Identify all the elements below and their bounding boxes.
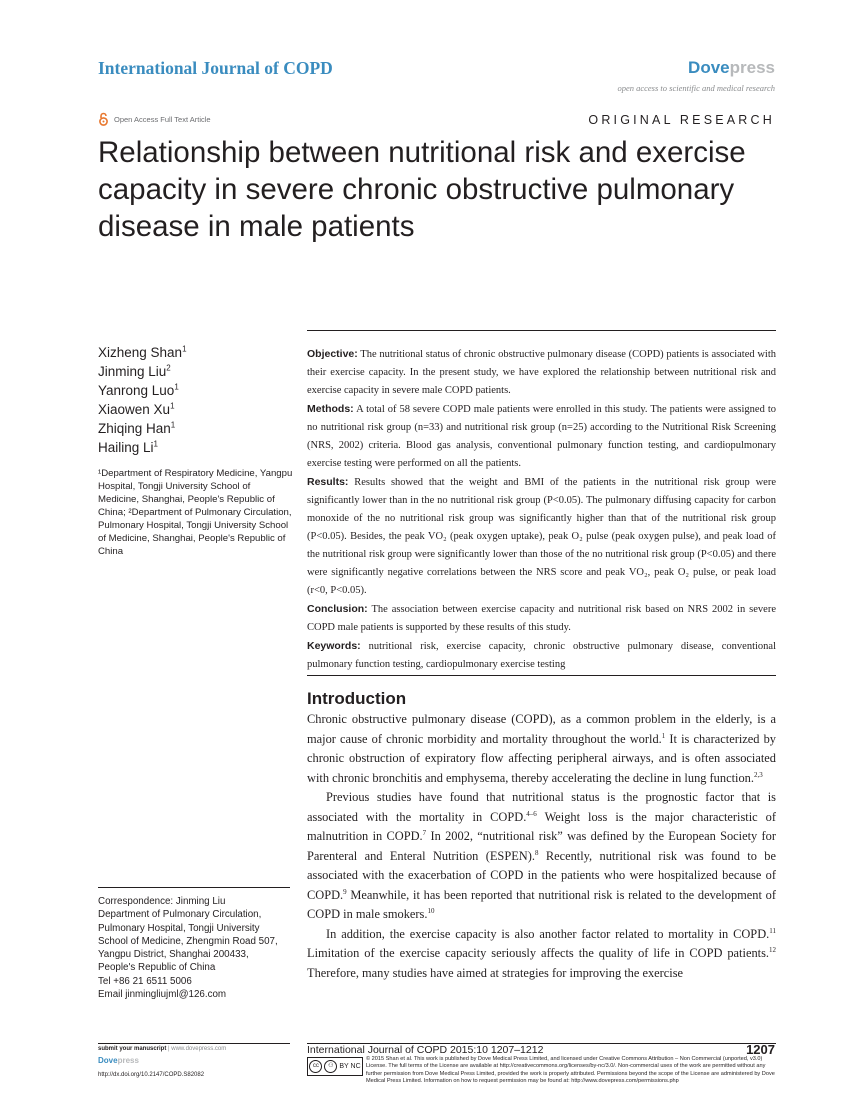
correspondence-email[interactable]: Email jinmingliujml@126.com <box>98 989 227 1001</box>
footer-dovepress-logo[interactable]: Dovepress <box>98 1056 139 1065</box>
introduction-body <box>307 710 776 983</box>
cc-icon: cc <box>309 1060 322 1073</box>
license-text: © 2015 Shan et al. This work is published by Dove Medical Press Limited, and licensed under Creative Commons Attribution – Non Commercial (unported, v3.0) License. The full terms of the License are available at http://creativecommons.org/licenses/by-nc/3.0/. Non-commercial uses of the work are permitted without any further permission from Dove Medical Press Limited, provided the work is properly attributed. Permissions beyond the scope of the License are administered by Dove Medical Press Limited. Information on how to request permission may be found at: http://www.dovepress.com/permissions.php <box>366 1056 775 1085</box>
creative-commons-badge[interactable] <box>307 1057 363 1076</box>
open-access-label: Open Access Full Text Article <box>114 114 211 124</box>
paragraph: Previous studies have found that nutritional status is the prognostic factor that is associated with the mortality in COPD.$^{4-6}$ Weight loss is the major characteristic of malnutrition in COPD.$^7$ In 2002, “nutritional risk” was defined by the European Society for Parenteral and Enteral Nutrition (ESPEN).$^8$ Recently, nutritional risk was found to be associated with the exacerbation of COPD in the patients who were hospitalized because of COPD.$^9$ Meanwhile, it has been reported that nutritional risk is related to the development of COPD in male smokers.$^{10}$ <box>307 790 776 921</box>
abstract-bottom-rule <box>307 675 776 676</box>
submit-manuscript-link[interactable]: submit your manuscript | www.dovepress.com <box>98 1046 227 1052</box>
abstract-results: Results: Results showed that the weight and BMI of the patients in the nutritional risk group were significantly lower than in the no nutritional risk group (P<0.05). The pulmonary diffusing capacity for carbon monoxide of the no nutritional risk group was significantly higher than that of the nutritional risk group (P<0.05). Besides, the peak VO₂ (peak oxygen uptake), peak O₂ pulse (peak oxygen pulse), and peak load of the nutritional risk group were significantly lower than those of the no nutritional risk group (P<0.05) and there were significantly negative correlations between the NRS score and peak VO₂, peak O₂ pulse, or peak load (r<0, P<0.05). <box>307 476 776 596</box>
correspondence-rule <box>98 887 290 888</box>
author: Xizheng Shan$^1$ <box>98 344 187 360</box>
article-type: ORIGINAL RESEARCH <box>588 113 775 127</box>
section-heading-introduction: Introduction <box>307 689 407 708</box>
author: Xiaowen Xu$^1$ <box>98 401 175 417</box>
publisher-tagline: open access to scientific and medical research <box>617 83 775 93</box>
abstract-methods: Methods: A total of 58 severe COPD male patients were enrolled in this study. The patients were assigned to no nutritional risk group (n=33) and nutritional risk group (n=25) according to the Nutritional Risk Screening (NRS, 2002) criteria. Blood gas analysis, conventional pulmonary function testing, and cardiopulmonary exercise testing were performed on all the patients. <box>307 403 776 469</box>
correspondence: Correspondence: Jinming Liu Department of Pulmonary Circulation, Pulmonary Hospital, Tongji University School of Medicine, Zhengmin Road 507, Yangpu District, Shanghai 200433, People's Republic of China Tel +86 21 6511 5006 Email jinmingliujml@126.com <box>98 895 298 1001</box>
author: Zhiqing Han$^1$ <box>98 420 176 436</box>
open-access-lock-icon <box>98 112 109 126</box>
article-title: Relationship between nutritional risk and exercise capacity in severe chronic obstructive pulmonary disease in male patients <box>98 136 746 243</box>
page-number: 1207 <box>746 1042 775 1057</box>
abstract <box>307 345 776 674</box>
abstract-conclusion: Conclusion: The association between exercise capacity and nutritional risk based on NRS 2002 in severe COPD male patients is supported by these results of this study. <box>307 603 776 633</box>
abstract-top-rule <box>307 330 776 331</box>
author-list <box>98 343 298 457</box>
author: Hailing Li$^1$ <box>98 439 158 455</box>
dovepress-logo[interactable]: Dovepress <box>688 58 775 77</box>
paragraph: Chronic obstructive pulmonary disease (COPD), as a common problem in the elderly, is a major cause of chronic morbidity and mortality throughout the world.$^1$ It is characterized by chronic obstruction of expiratory flow affecting peripheral airways, and is often associated with chronic bronchitis and emphysema, thereby accelerating the decline in lung function.$^{2,3}$ <box>307 712 777 785</box>
doi-link[interactable]: http://dx.doi.org/10.2147/COPD.S82082 <box>98 1072 205 1078</box>
abstract-keywords: Keywords: nutritional risk, exercise capacity, chronic obstructive pulmonary disease, conventional pulmonary function testing, cardiopulmonary exercise testing <box>307 640 776 670</box>
open-access-badge <box>98 112 211 126</box>
cc-label: BY NC <box>339 1063 361 1070</box>
journal-name: International Journal of COPD <box>98 58 333 78</box>
person-icon: ⚇ <box>324 1060 337 1073</box>
paragraph: In addition, the exercise capacity is also another factor related to mortality in COPD.$^{11}$ Limitation of the exercise capacity seriously affects the quality of life in COPD patients.$^{12}$ Therefore, many studies have aimed at strategies for improving the exercise <box>307 926 776 980</box>
author: Yanrong Luo$^1$ <box>98 382 179 398</box>
citation: International Journal of COPD 2015:10 1207–1212 <box>307 1044 544 1056</box>
affiliations: ¹Department of Respiratory Medicine, Yangpu Hospital, Tongji University School of Medicine, Shanghai, People's Republic of China; ²Department of Pulmonary Circulation, Pulmonary Hospital, Tongji University School of Medicine, Shanghai, People's Republic of China <box>98 468 293 557</box>
footer-rule-left <box>98 1043 290 1044</box>
abstract-objective: Objective: The nutritional status of chronic obstructive pulmonary disease (COPD) patients is associated with their exercise capacity. In the present study, we have explored the relationship between nutritional risk and exercise capacity in severe male COPD patients. <box>307 348 776 396</box>
author: Jinming Liu$^2$ <box>98 363 171 379</box>
